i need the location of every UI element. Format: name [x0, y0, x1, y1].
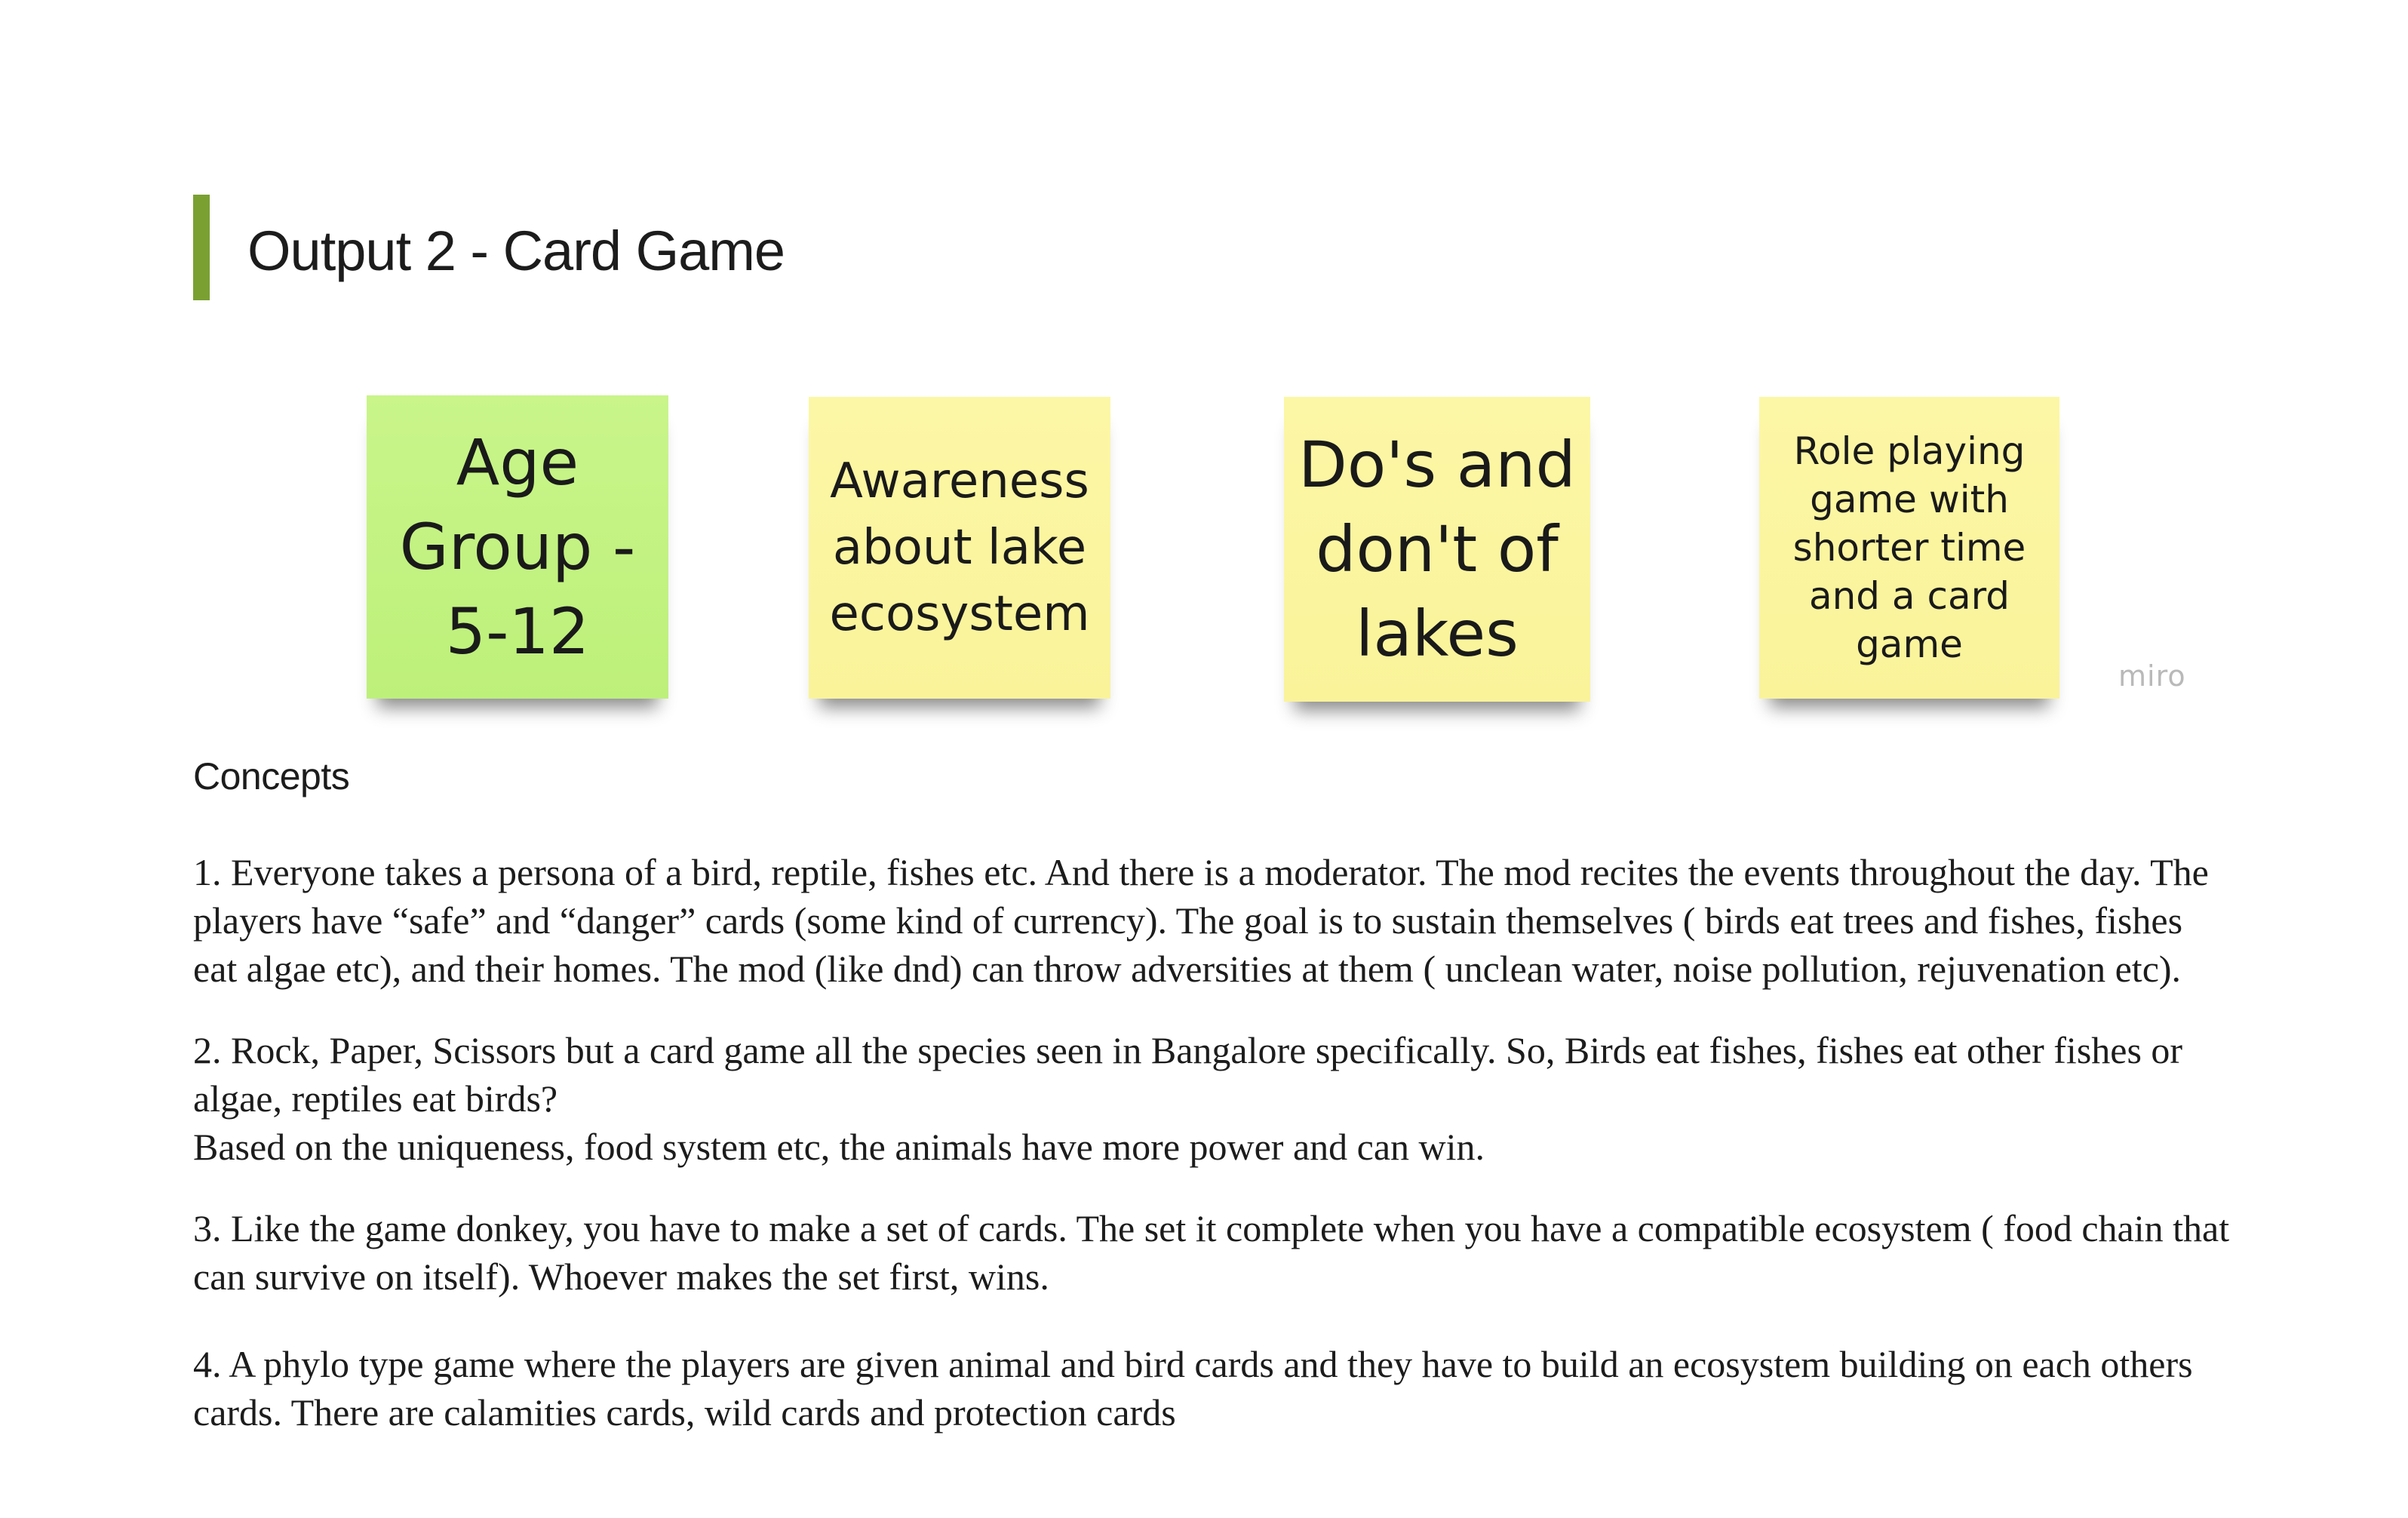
- concept-extra-text: Based on the uniqueness, food system etc, the animals have more power and can win.: [193, 1126, 1485, 1168]
- concept-text: 3. Like the game donkey, you have to make a set of cards. The set it complete when you have a compatible ecosystem ( food chain that can survive on itself). Whoever makes the set first, wins.: [193, 1207, 2230, 1298]
- page-title: Output 2 - Card Game: [247, 220, 785, 282]
- sticky-note-line: Awareness: [830, 453, 1089, 509]
- sticky-note-age-group: [367, 395, 668, 699]
- sticky-note-line: Do's and: [1298, 428, 1576, 502]
- sticky-note-awareness: [809, 397, 1110, 699]
- sticky-note-line: Group -: [399, 510, 636, 584]
- sticky-note-text: [1298, 423, 1576, 676]
- concept-text: 1. Everyone takes a persona of a bird, reptile, fishes etc. And there is a moderator. The mod recites the events throughout the day. The players have “safe” and “danger” cards (some kind of currency). The goal is to sustain themselves ( birds eat trees and fishes, fishes eat algae etc), and their homes. The mod (like dnd) can throw adversities at them ( unclean water, noise pollution, rejuvenation etc).: [193, 851, 2209, 990]
- sticky-note-dos-and-donts: [1284, 397, 1590, 702]
- sticky-note-line: game: [1856, 622, 1963, 666]
- concepts-heading: Concepts: [193, 755, 350, 797]
- sticky-note-line: 5-12: [445, 595, 590, 668]
- sticky-note-line: Age: [456, 426, 579, 499]
- concept-text: 4. A phylo type game where the players are given animal and bird cards and they have to build an ecosystem building on each others cards. There are calamities cards, wild cards and protection cards: [193, 1343, 2193, 1433]
- title-accent-bar: [193, 195, 210, 300]
- sticky-note-line: and a card: [1808, 574, 2010, 618]
- sticky-note-line: game with: [1810, 478, 2009, 521]
- sticky-note-line: lakes: [1356, 597, 1519, 671]
- sticky-note-text: [400, 420, 636, 674]
- sticky-note-line: ecosystem: [829, 586, 1090, 642]
- sticky-note-line: shorter time: [1792, 526, 2026, 570]
- sticky-note-line: about lake: [832, 520, 1087, 576]
- sticky-note-text: [829, 448, 1089, 647]
- sticky-note-line: Role playing: [1793, 429, 2026, 473]
- miro-watermark: miro: [2118, 659, 2186, 693]
- concept-item: [193, 848, 2230, 993]
- sticky-note-line: don't of: [1316, 512, 1559, 586]
- concept-text: 2. Rock, Paper, Scissors but a card game all the species seen in Bangalore specifically. So, Birds eat fishes, fishes eat other fishes or algae, reptiles eat birds?: [193, 1029, 2183, 1120]
- concept-item: [193, 1340, 2230, 1437]
- concepts-list: [193, 848, 2230, 1470]
- concept-item: [193, 1026, 2230, 1171]
- concept-item: [193, 1204, 2230, 1301]
- sticky-note-role-playing: [1759, 397, 2059, 699]
- sticky-note-text: [1793, 427, 2026, 668]
